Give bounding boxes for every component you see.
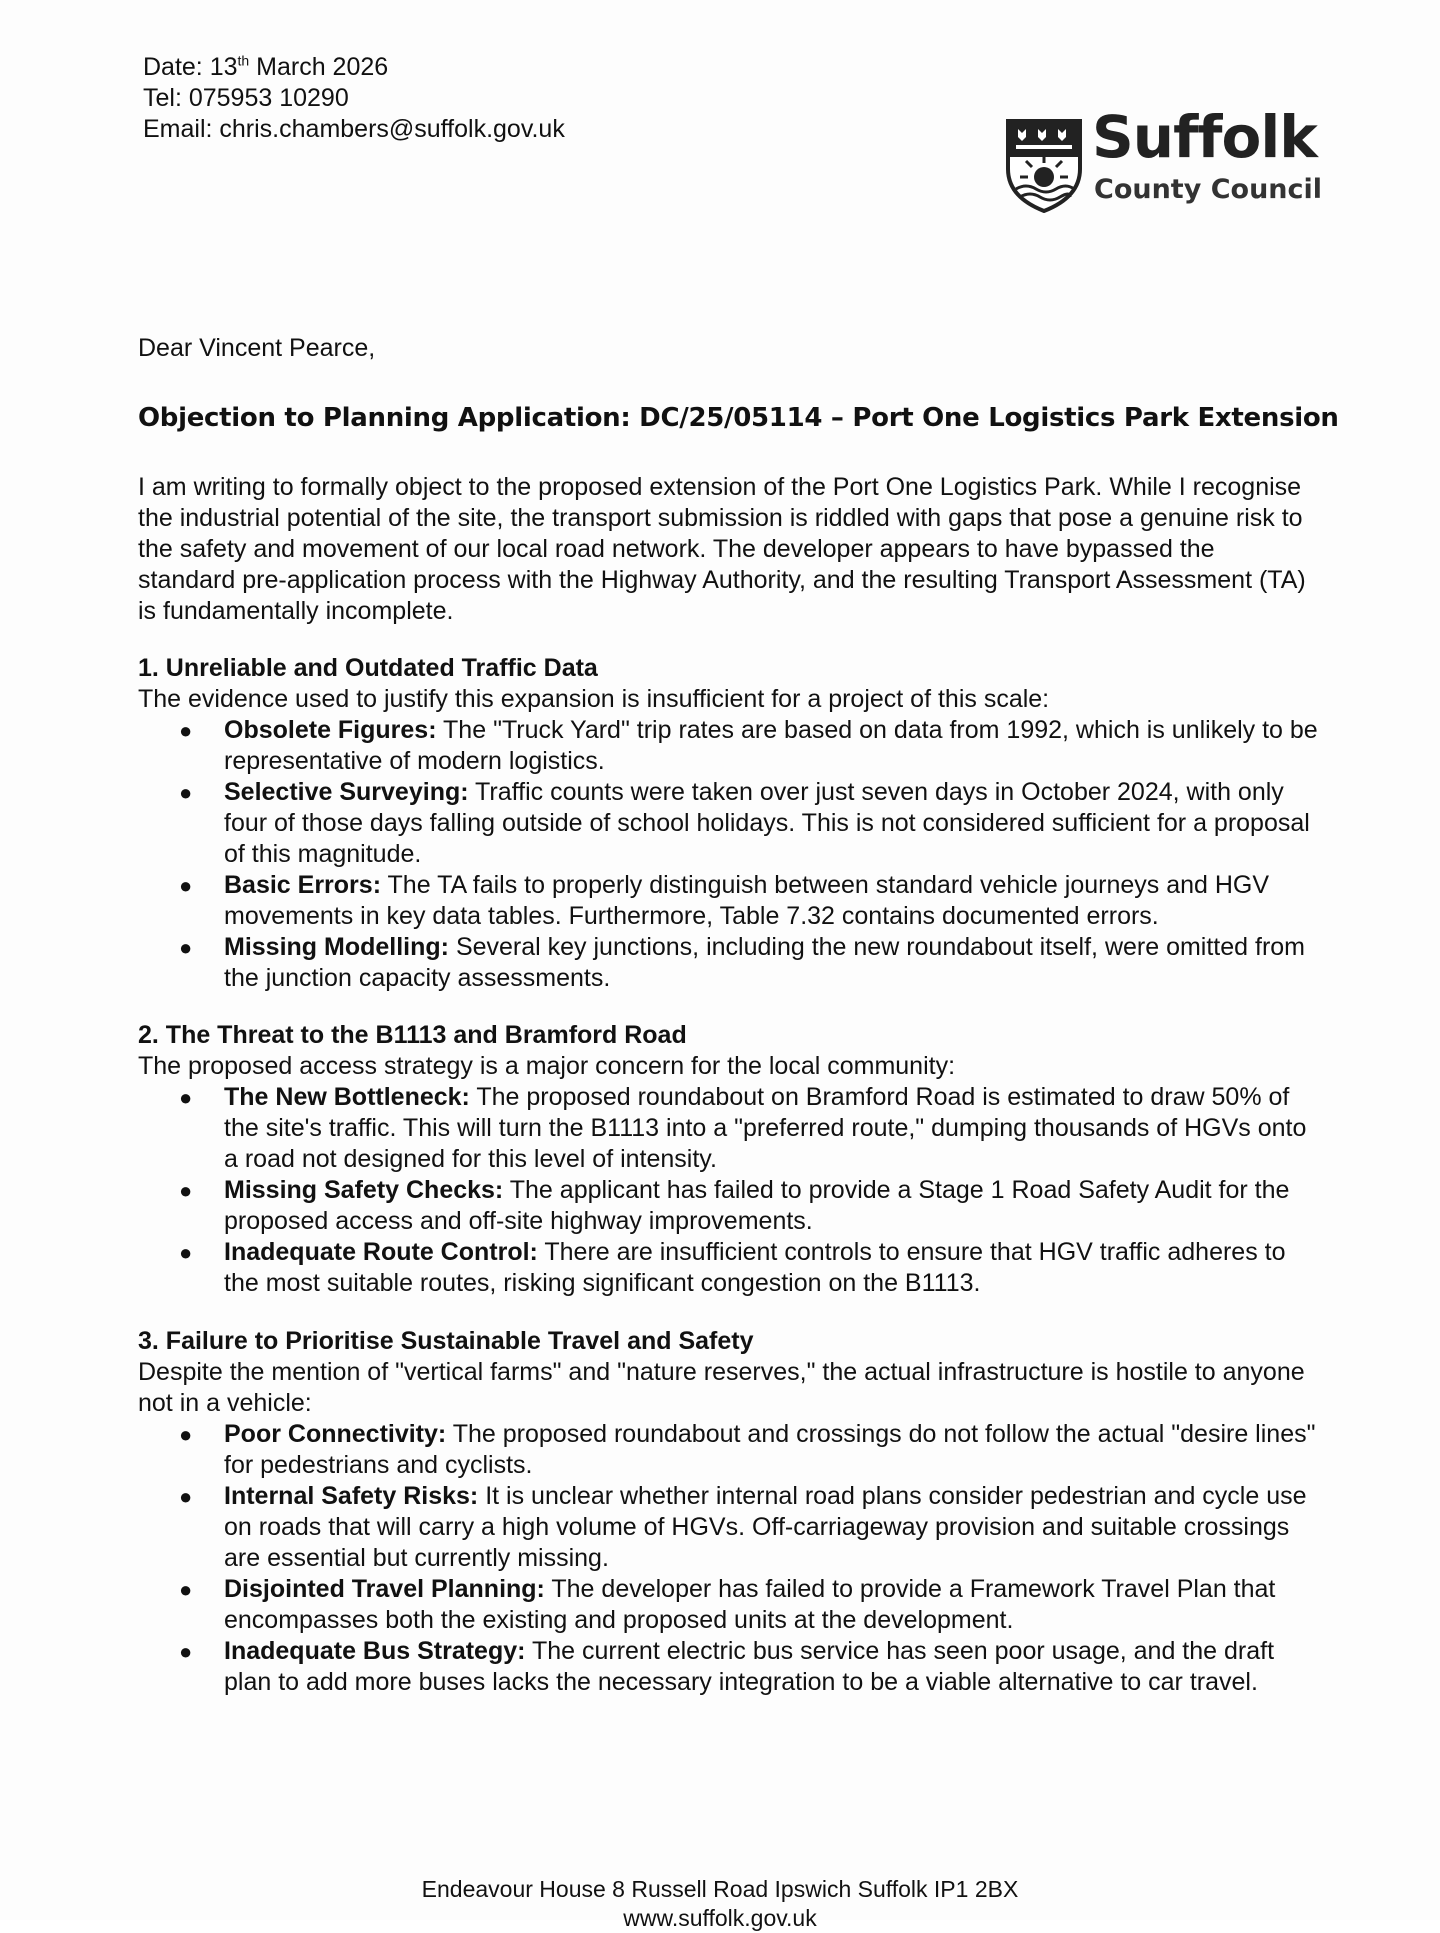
date-ordinal: th xyxy=(237,52,250,69)
bullet-text: The developer has failed to provide a Framework Travel Plan that encompasses both the existing and proposed units at the development. xyxy=(224,1575,1276,1634)
section-lead: Despite the mention of "vertical farms" and "nature reserves," the actual infrastructure is hostile to anyone not in a vehicle: xyxy=(138,1358,1305,1417)
bullet-list xyxy=(138,715,1318,994)
bullet-label: Selective Surveying: xyxy=(224,778,469,806)
list-item xyxy=(138,715,1318,777)
bullet-text: The "Truck Yard" trip rates are based on data from 1992, which is unlikely to be representative of modern logistics. xyxy=(224,716,1318,775)
suffolk-county-council-logo xyxy=(1004,103,1324,216)
bullet-text: The current electric bus service has seen poor usage, and the draft plan to add more buses lacks the necessary integration to be a viable alternative to car travel. xyxy=(224,1637,1275,1696)
section-heading: 3. Failure to Prioritise Sustainable Travel and Safety xyxy=(138,1327,754,1355)
list-item xyxy=(138,1175,1318,1237)
letter-date xyxy=(143,52,565,83)
date-prefix: Date: 13 xyxy=(143,53,238,81)
bullet-icon: ● xyxy=(179,873,193,898)
bullet-icon: ● xyxy=(179,1240,193,1265)
bullet-label: Inadequate Route Control: xyxy=(224,1238,538,1266)
contact-details xyxy=(143,52,565,145)
bullet-icon: ● xyxy=(179,1085,193,1110)
section-lead: The proposed access strategy is a major concern for the local community: xyxy=(138,1052,956,1080)
section-heading: 2. The Threat to the B1113 and Bramford Road xyxy=(138,1021,687,1049)
bullet-label: The New Bottleneck: xyxy=(224,1083,470,1111)
bullet-icon: ● xyxy=(179,935,193,960)
bullet-label: Internal Safety Risks: xyxy=(224,1482,479,1510)
bullet-list xyxy=(138,1082,1318,1299)
footer-address: Endeavour House 8 Russell Road Ipswich Suffolk IP1 2BX xyxy=(421,1876,1019,1902)
section-sustainable-travel xyxy=(138,1326,1318,1698)
list-item xyxy=(138,1082,1318,1175)
bullet-icon: ● xyxy=(179,1639,193,1664)
logo-wordmark: Suffolk xyxy=(1092,103,1317,171)
bullet-icon: ● xyxy=(179,718,193,743)
letter-subject: Objection to Planning Application: DC/25/05114 – Port One Logistics Park Extension xyxy=(138,403,1339,433)
bullet-text: The applicant has failed to provide a Stage 1 Road Safety Audit for the proposed access and off-site highway improvements. xyxy=(224,1176,1290,1235)
salutation: Dear Vincent Pearce, xyxy=(138,334,376,362)
list-item xyxy=(138,1481,1318,1574)
section-heading: 1. Unreliable and Outdated Traffic Data xyxy=(138,654,598,682)
bullet-text: The proposed roundabout and crossings do not follow the actual "desire lines" for pedestrians and cyclists. xyxy=(224,1420,1316,1479)
list-item xyxy=(138,1574,1318,1636)
bullet-label: Poor Connectivity: xyxy=(224,1420,447,1448)
bullet-label: Basic Errors: xyxy=(224,871,382,899)
section-lead: The evidence used to justify this expansion is insufficient for a project of this scale: xyxy=(138,685,1050,713)
list-item xyxy=(138,932,1318,994)
bullet-label: Missing Modelling: xyxy=(224,933,449,961)
bullet-text: The proposed roundabout on Bramford Road is estimated to draw 50% of the site's traffic. This will turn the B1113 into a "preferred route," dumping thousands of HGVs onto a road not designed for this level of intensity. xyxy=(224,1083,1307,1173)
bullet-icon: ● xyxy=(179,1178,193,1203)
logo-subtitle: County Council xyxy=(1094,174,1323,205)
list-item xyxy=(138,777,1318,870)
bullet-list xyxy=(138,1419,1318,1698)
intro-paragraph: I am writing to formally object to the proposed extension of the Port One Logistics Park. While I recognise the industrial potential of the site, the transport submission is riddled with gaps that pose a genuine risk to the safety and movement of our local road network. The developer appears to have bypassed the standard pre-application process with the Highway Authority, and the resulting Transport Assessment (TA) is fundamentally incomplete. xyxy=(138,473,1306,625)
email: Email: chris.chambers@suffolk.gov.uk xyxy=(143,115,565,143)
bullet-icon: ● xyxy=(179,1484,193,1509)
list-item xyxy=(138,1237,1318,1299)
bullet-text: Traffic counts were taken over just seven days in October 2024, with only four of those days falling outside of school holidays. This is not considered sufficient for a proposal of this magnitude. xyxy=(224,778,1310,868)
footer-website[interactable]: www.suffolk.gov.uk xyxy=(623,1905,817,1931)
bullet-label: Disjointed Travel Planning: xyxy=(224,1575,545,1603)
list-item xyxy=(138,870,1318,932)
section-b1113-threat xyxy=(138,1020,1318,1299)
bullet-icon: ● xyxy=(179,1577,193,1602)
bullet-icon: ● xyxy=(179,1422,193,1447)
bullet-label: Missing Safety Checks: xyxy=(224,1176,504,1204)
telephone: Tel: 075953 10290 xyxy=(143,84,349,112)
bullet-text: Several key junctions, including the new roundabout itself, were omitted from the junction capacity assessments. xyxy=(224,933,1306,992)
date-suffix: March 2026 xyxy=(249,53,389,81)
bullet-label: Inadequate Bus Strategy: xyxy=(224,1637,526,1665)
list-item xyxy=(138,1636,1318,1698)
bullet-text: It is unclear whether internal road plans consider pedestrian and cycle use on roads that will carry a high volume of HGVs. Off-carriageway provision and suitable crossings are essential but currently missing. xyxy=(224,1482,1307,1572)
bullet-label: Obsolete Figures: xyxy=(224,716,437,744)
council-crest-icon xyxy=(1004,117,1084,213)
bullet-icon: ● xyxy=(179,780,193,805)
section-traffic-data xyxy=(138,653,1318,994)
list-item xyxy=(138,1419,1318,1481)
bullet-text: There are insufficient controls to ensure that HGV traffic adheres to the most suitable routes, risking significant congestion on the B1113. xyxy=(224,1238,1286,1297)
bullet-text: The TA fails to properly distinguish between standard vehicle journeys and HGV movements in key data tables. Furthermore, Table 7.32 contains documented errors. xyxy=(224,871,1270,930)
letter-footer xyxy=(0,1875,1440,1933)
